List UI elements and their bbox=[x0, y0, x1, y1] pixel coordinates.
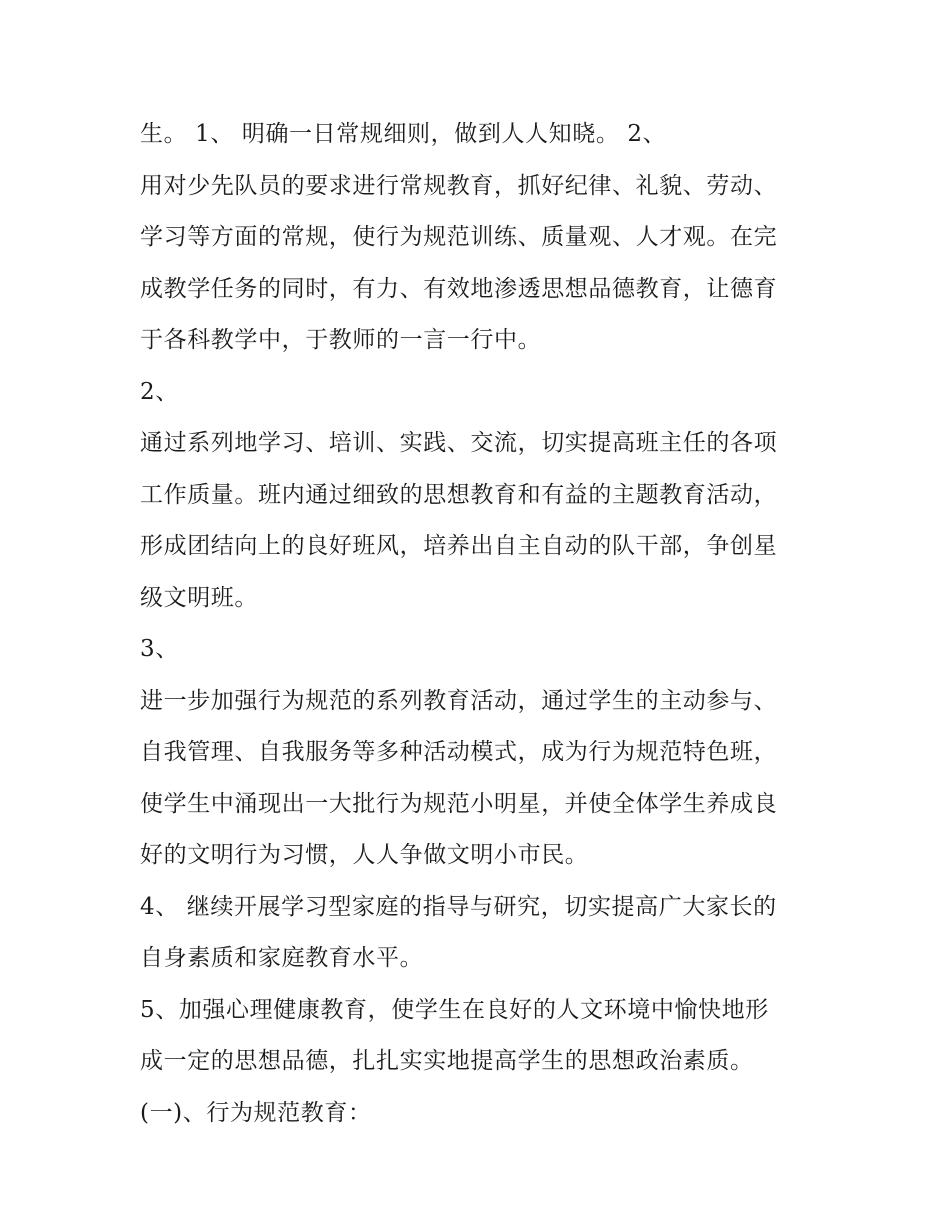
text-line: 进一步加强行为规范的系列教育活动，通过学生的主动参与、 bbox=[140, 687, 778, 714]
text-line: 通过系列地学习、培训、实践、交流，切实提高班主任的各项 bbox=[140, 430, 778, 456]
text-line: 使学生中涌现出一大批行为规范小明星，并使全体学生养成良 bbox=[140, 790, 778, 817]
section-number: 3、 bbox=[140, 636, 179, 662]
text-line: 自我管理、自我服务等多种活动模式，成为行为规范特色班， bbox=[140, 739, 778, 765]
text-line: 用对少先队员的要求进行常规教育，抓好纪律、礼貌、劳动、 bbox=[140, 172, 778, 199]
text-line: 生。 1、 明确一日常规细则，做到人人知晓。 2、 bbox=[140, 121, 667, 147]
text-line: 自身素质和家庭教育水平。 bbox=[140, 945, 424, 971]
text-line: 好的文明行为习惯，人人争做文明小市民。 bbox=[140, 842, 589, 868]
text-line: 于各科教学中，于教师的一言一行中。 bbox=[140, 327, 542, 353]
text-line: 4、 继续开展学习型家庭的指导与研究，切实提高广大家长的 bbox=[140, 893, 777, 920]
text-line: 形成团结向上的良好班风，培养出自主自动的队干部，争创星 bbox=[140, 533, 778, 559]
document-body bbox=[140, 109, 830, 1139]
text-line: 级文明班。 bbox=[140, 584, 258, 611]
text-line: 5、加强心理健康教育，使学生在良好的人文环境中愉快地形 bbox=[140, 996, 769, 1023]
section-heading: (一)、行为规范教育： bbox=[140, 1099, 372, 1126]
section-number: 2、 bbox=[140, 378, 179, 405]
text-line: 成一定的思想品德，扎扎实实地提高学生的思想政治素质。 bbox=[140, 1048, 754, 1074]
text-line: 工作质量。班内通过细致的思想教育和有益的主题教育活动， bbox=[140, 481, 778, 508]
text-line: 成教学任务的同时，有力、有效地渗透思想品德教育，让德育 bbox=[140, 275, 778, 302]
text-line: 学习等方面的常规，使行为规范训练、质量观、人才观。在完 bbox=[140, 224, 778, 250]
